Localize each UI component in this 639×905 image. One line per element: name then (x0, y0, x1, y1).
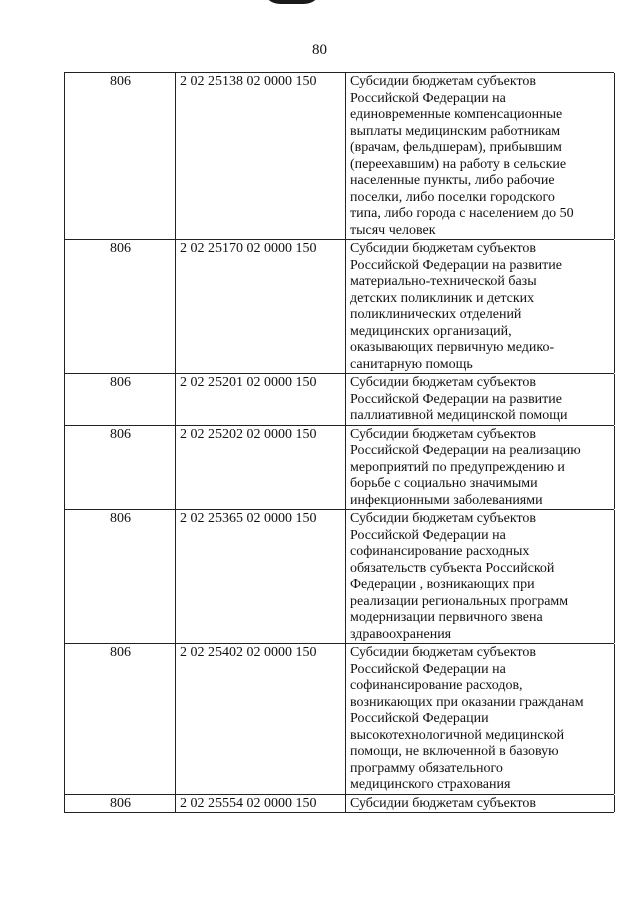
description-line: санитарную помощь (350, 356, 473, 372)
description-line: обязательств субъекта Российской (350, 560, 555, 576)
budget-code-cell: 2 02 25202 02 0000 150 (176, 426, 346, 510)
description-cell (346, 374, 615, 425)
description-line: Субсидии бюджетам субъектов (350, 511, 537, 526)
budget-code-cell: 2 02 25138 02 0000 150 (176, 73, 346, 239)
description-line: медицинских организаций, (350, 323, 512, 339)
description-line: инфекционными заболеваниями (350, 492, 543, 508)
description-line: Российской Федерации на развитие (350, 391, 562, 407)
description-line: Субсидии бюджетам субъектов (350, 645, 537, 660)
description-line: Российской Федерации на (350, 90, 506, 106)
description-cell (346, 510, 615, 643)
scan-mark (262, 0, 322, 4)
description-line: (переехавшим) на работу в сельские (350, 156, 567, 172)
budget-code-cell: 2 02 25201 02 0000 150 (176, 374, 346, 425)
description-line: Российской Федерации на реализацию (350, 443, 581, 458)
description-line: Российской Федерации (350, 711, 489, 726)
budget-code-cell: 2 02 25402 02 0000 150 (176, 644, 346, 794)
description-line: поселки, либо поселки городского (350, 189, 555, 205)
description-line: тысяч человек (350, 222, 436, 238)
admin-code-cell: 806 (65, 426, 176, 510)
description-line: Субсидии бюджетам субъектов (350, 241, 537, 256)
description-line: Российской Федерации на (350, 661, 506, 677)
description-line: Субсидии бюджетам субъектов (350, 74, 537, 89)
description-line: медицинского страхования (350, 777, 511, 792)
description-line: Субсидии бюджетам субъектов (350, 795, 537, 811)
description-line: единовременные компенсационные (350, 107, 563, 122)
table-row (64, 794, 614, 814)
description-line: Российской Федерации на (350, 527, 506, 543)
description-line: Субсидии бюджетам субъектов (350, 426, 537, 442)
description-line: высокотехнологичной медицинской (350, 727, 565, 743)
description-line: реализации региональных программ (350, 593, 569, 609)
description-cell (346, 644, 615, 794)
table-row (64, 643, 614, 794)
description-line: поликлинических отделений (350, 307, 522, 322)
description-line: типа, либо города с населением до 50 (350, 206, 574, 221)
budget-code-cell: 2 02 25365 02 0000 150 (176, 510, 346, 643)
admin-code-cell: 806 (65, 644, 176, 794)
admin-code-cell: 806 (65, 510, 176, 643)
description-line: борьбе с социально значимыми (350, 476, 538, 491)
budget-code-cell: 2 02 25170 02 0000 150 (176, 240, 346, 373)
description-line: населенные пункты, либо рабочие (350, 173, 555, 188)
description-line: программу обязательного (350, 760, 503, 776)
description-line: детских поликлиник и детских (350, 290, 535, 306)
page-number: 80 (312, 42, 327, 58)
admin-code-cell: 806 (65, 240, 176, 373)
admin-code-cell: 806 (65, 795, 176, 813)
description-line: паллиативной медицинской помощи (350, 408, 568, 423)
description-line: Федерации , возникающих при (350, 577, 535, 592)
description-line: выплаты медицинским работникам (350, 123, 561, 139)
description-cell (346, 795, 615, 813)
admin-code-cell: 806 (65, 73, 176, 239)
description-line: мероприятий по предупреждению и (350, 459, 565, 475)
description-line: Субсидии бюджетам субъектов (350, 375, 537, 390)
description-line: оказывающих первичную медико- (350, 340, 555, 355)
description-line: модернизации первичного звена (350, 610, 543, 625)
admin-code-cell: 806 (65, 374, 176, 425)
description-line: софинансирование расходных (350, 544, 530, 559)
description-cell (346, 240, 615, 373)
table-row (64, 239, 614, 373)
description-line: материально-технической базы (350, 274, 537, 289)
description-line: (врачам, фельдшерам), прибывшим (350, 140, 562, 155)
description-line: здравоохранения (350, 626, 452, 642)
description-line: Российской Федерации на развитие (350, 257, 562, 273)
description-cell (346, 426, 615, 510)
budget-code-cell: 2 02 25554 02 0000 150 (176, 795, 346, 813)
description-line: возникающих при оказании гражданам (350, 694, 584, 710)
description-cell (346, 73, 615, 239)
table-row (64, 72, 614, 239)
table-row (64, 373, 614, 425)
table-row (64, 425, 614, 510)
budget-code-table (64, 72, 614, 813)
table-row (64, 509, 614, 643)
description-line: софинансирование расходов, (350, 678, 523, 693)
description-line: помощи, не включенной в базовую (350, 744, 559, 759)
